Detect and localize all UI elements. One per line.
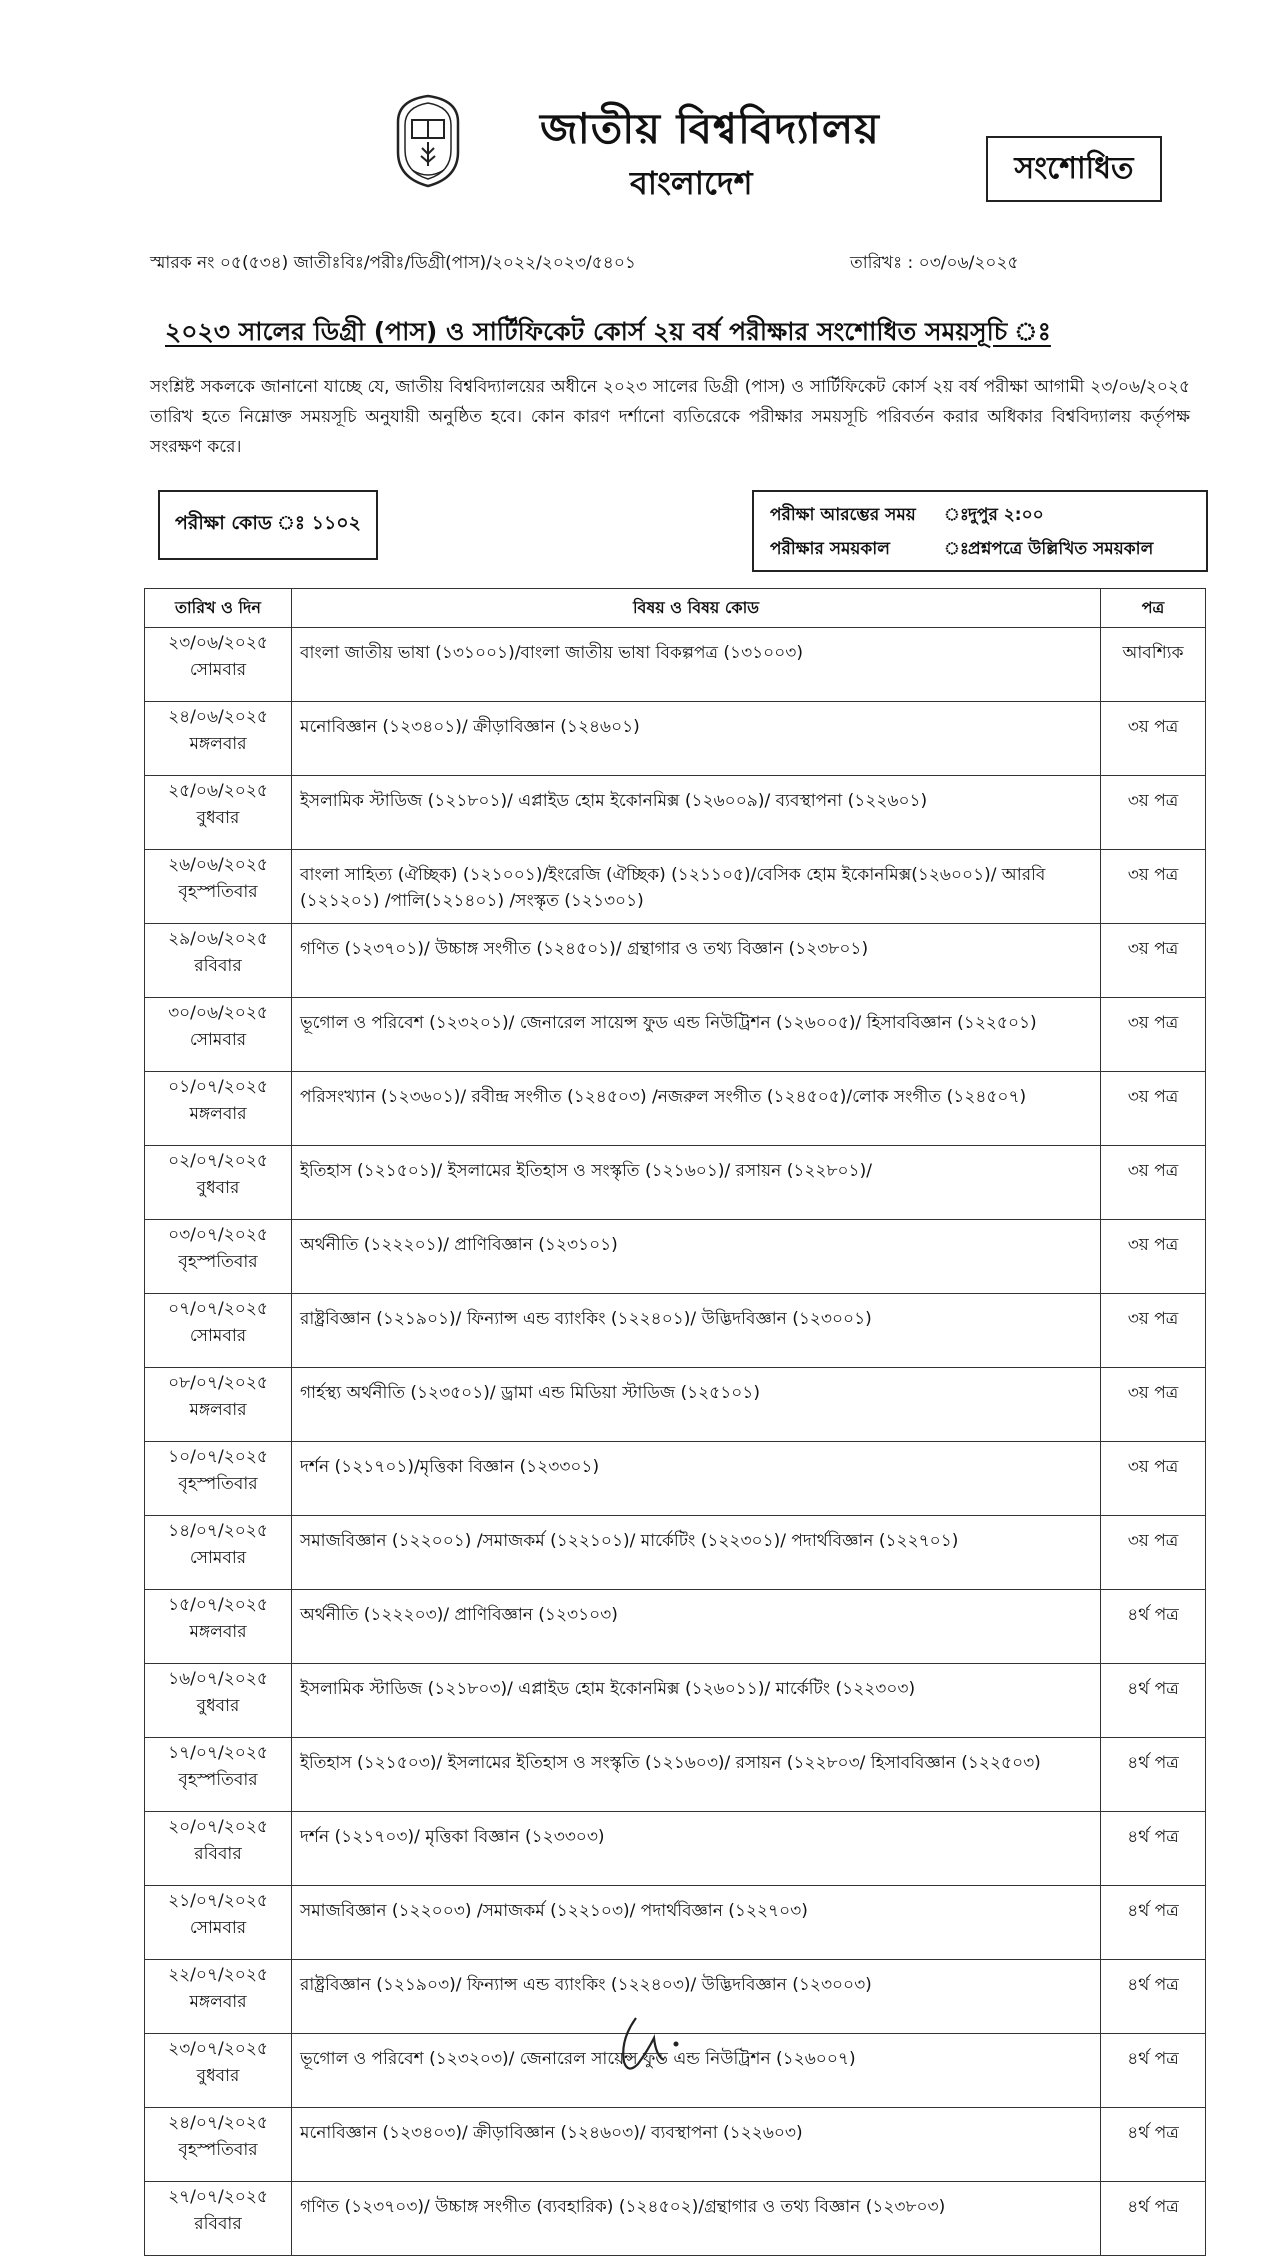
row-subjects: মনোবিজ্ঞান (১২৩৪০৩)/ ক্রীড়াবিজ্ঞান (১২৪৬০৩)/ ব্যবস্থাপনা (১২২৬০৩) xyxy=(292,2108,1101,2182)
row-date-cell xyxy=(145,1886,292,1960)
row-day: সোমবার xyxy=(189,1030,247,1050)
table-row xyxy=(145,1738,1206,1812)
row-date: ৩০/০৬/২০২৫ xyxy=(168,1003,268,1023)
table-row xyxy=(145,1368,1206,1442)
row-paper: ৪র্থ পত্র xyxy=(1101,1812,1206,1886)
memo-date: তারিখঃ : ০৩/০৬/২০২৫ xyxy=(850,253,1019,273)
row-paper: ৪র্থ পত্র xyxy=(1101,2034,1206,2108)
row-paper: ৪র্থ পত্র xyxy=(1101,1590,1206,1664)
row-subjects: অর্থনীতি (১২২২০৩)/ প্রাণিবিজ্ঞান (১২৩১০৩) xyxy=(292,1590,1101,1664)
row-day: বৃহস্পতিবার xyxy=(178,882,258,902)
row-date-cell xyxy=(145,998,292,1072)
exam-start-label: পরীক্ষা আরম্ভের সময় xyxy=(770,505,916,525)
row-date-cell xyxy=(145,2034,292,2108)
row-day: বুধবার xyxy=(196,1178,240,1198)
exam-start-row xyxy=(770,498,1190,532)
header-date-day: তারিখ ও দিন xyxy=(145,589,292,628)
row-day: মঙ্গলবার xyxy=(189,1104,247,1124)
row-subjects: ভূগোল ও পরিবেশ (১২৩২০১)/ জেনারেল সায়েন্স ফুড এন্ড নিউট্রিশন (১২৬০০৫)/ হিসাববিজ্ঞান (১২২৫০১) xyxy=(292,998,1101,1072)
row-day: সোমবার xyxy=(189,660,247,680)
table-header-row xyxy=(145,589,1206,628)
row-date-cell xyxy=(145,1516,292,1590)
header-subject-code: বিষয় ও বিষয় কোড xyxy=(292,589,1101,628)
row-day: রবিবার xyxy=(194,956,242,976)
row-subjects: দর্শন (১২১৭০৩)/ মৃত্তিকা বিজ্ঞান (১২৩৩০৩) xyxy=(292,1812,1101,1886)
row-date-cell xyxy=(145,1220,292,1294)
row-day: মঙ্গলবার xyxy=(189,1400,247,1420)
row-subjects: দর্শন (১২১৭০১)/মৃত্তিকা বিজ্ঞান (১২৩৩০১) xyxy=(292,1442,1101,1516)
row-subjects: সমাজবিজ্ঞান (১২২০০১) /সমাজকর্ম (১২২১০১)/ মার্কেটিং (১২২৩০১)/ পদার্থবিজ্ঞান (১২২৭০১) xyxy=(292,1516,1101,1590)
row-date-cell xyxy=(145,2182,292,2256)
exam-duration-colon: ঃ xyxy=(944,539,969,559)
row-subjects: গণিত (১২৩৭০৩)/ উচ্চাঙ্গ সংগীত (ব্যবহারিক) (১২৪৫০২)/গ্রন্থাগার ও তথ্য বিজ্ঞান (১২৩৮০৩) xyxy=(292,2182,1101,2256)
row-paper: ৪র্থ পত্র xyxy=(1101,1738,1206,1812)
row-date-cell xyxy=(145,924,292,998)
row-day: বুধবার xyxy=(196,1696,240,1716)
row-paper: ৩য় পত্র xyxy=(1101,1146,1206,1220)
row-date-cell xyxy=(145,628,292,702)
table-row xyxy=(145,2108,1206,2182)
memo-reference: স্মারক নং ০৫(৫৩৪) জাতীঃবিঃ/পরীঃ/ডিগ্রী(পাস)/২০২২/২০২৩/৫৪০১ xyxy=(150,253,636,273)
exam-duration-row xyxy=(770,532,1190,566)
table-row xyxy=(145,628,1206,702)
table-row xyxy=(145,924,1206,998)
notice-paragraph: সংশ্লিষ্ট সকলকে জানানো যাচ্ছে যে, জাতীয় বিশ্ববিদ্যালয়ের অধীনে ২০২৩ সালের ডিগ্রী (পাস) ও সার্টিফিকেট কোর্স ২য় বর্ষ পরীক্ষা আগামী ২৩/০৬/২০২৫ তারিখ হতে নিম্নোক্ত সময়সূচি অনুযায়ী অনুষ্ঠিত হবে। কোন কারণ দর্শানো ব্যতিরেকে পরীক্ষার সময়সূচি পরিবর্তন করার অধিকার বিশ্ববিদ্যালয় কর্তৃপক্ষ সংরক্ষণ করে। xyxy=(150,377,1190,457)
row-date-cell xyxy=(145,1442,292,1516)
university-name: জাতীয় বিশ্ববিদ্যালয় xyxy=(540,104,880,153)
row-date: ০৭/০৭/২০২৫ xyxy=(168,1299,268,1319)
table-row xyxy=(145,1146,1206,1220)
table-row xyxy=(145,776,1206,850)
row-paper: ৩য় পত্র xyxy=(1101,1072,1206,1146)
row-paper: ৩য় পত্র xyxy=(1101,1368,1206,1442)
row-day: বৃহস্পতিবার xyxy=(178,1770,258,1790)
row-paper: আবশ্যিক xyxy=(1101,628,1206,702)
row-day: বুধবার xyxy=(196,2066,240,2086)
row-date: ১৭/০৭/২০২৫ xyxy=(168,1743,268,1763)
row-date-cell xyxy=(145,1294,292,1368)
row-date: ১০/০৭/২০২৫ xyxy=(168,1447,268,1467)
row-subjects: ইসলামিক স্টাডিজ (১২১৮০৩)/ এপ্লাইড হোম ইকোনমিক্স (১২৬০১১)/ মার্কেটিং (১২২৩০৩) xyxy=(292,1664,1101,1738)
university-seal-icon xyxy=(388,92,468,190)
table-row xyxy=(145,1516,1206,1590)
exam-start-colon: ঃ xyxy=(944,505,969,525)
row-date-cell xyxy=(145,1664,292,1738)
row-paper: ৩য় পত্র xyxy=(1101,776,1206,850)
row-date: ২২/০৭/২০২৫ xyxy=(168,1965,268,1985)
table-row xyxy=(145,2182,1206,2256)
row-subjects: ইতিহাস (১২১৫০১)/ ইসলামের ইতিহাস ও সংস্কৃতি (১২১৬০১)/ রসায়ন (১২২৮০১)/ xyxy=(292,1146,1101,1220)
row-day: বৃহস্পতিবার xyxy=(178,2140,258,2160)
row-paper: ৩য় পত্র xyxy=(1101,1294,1206,1368)
signature-icon xyxy=(598,2010,708,2080)
row-subjects: সমাজবিজ্ঞান (১২২০০৩) /সমাজকর্ম (১২২১০৩)/ পদার্থবিজ্ঞান (১২২৭০৩) xyxy=(292,1886,1101,1960)
row-date: ২৪/০৬/২০২৫ xyxy=(168,707,268,727)
row-date: ২১/০৭/২০২৫ xyxy=(168,1891,268,1911)
row-day: মঙ্গলবার xyxy=(189,734,247,754)
row-date: ১৫/০৭/২০২৫ xyxy=(168,1595,268,1615)
row-date: ১৬/০৭/২০২৫ xyxy=(168,1669,268,1689)
exam-duration-label: পরীক্ষার সময়কাল xyxy=(770,539,890,559)
row-paper: ৪র্থ পত্র xyxy=(1101,1886,1206,1960)
exam-schedule-table xyxy=(144,588,1206,2256)
row-paper: ৪র্থ পত্র xyxy=(1101,1960,1206,2034)
row-subjects: রাষ্ট্রবিজ্ঞান (১২১৯০৩)/ ফিন্যান্স এন্ড ব্যাংকিং (১২২৪০৩)/ উদ্ভিদবিজ্ঞান (১২৩০০৩) xyxy=(292,1960,1101,2034)
row-date: ০২/০৭/২০২৫ xyxy=(168,1151,268,1171)
row-subjects: অর্থনীতি (১২২২০১)/ প্রাণিবিজ্ঞান (১২৩১০১) xyxy=(292,1220,1101,1294)
table-row xyxy=(145,1294,1206,1368)
exam-code-box: পরীক্ষা কোড ঃ ১১০২ xyxy=(158,490,378,560)
row-day: সোমবার xyxy=(189,1548,247,1568)
row-date-cell xyxy=(145,1738,292,1812)
row-day: বুধবার xyxy=(196,808,240,828)
row-day: বৃহস্পতিবার xyxy=(178,1252,258,1272)
row-day: সোমবার xyxy=(189,1918,247,1938)
row-date: ২০/০৭/২০২৫ xyxy=(168,1817,268,1837)
row-date: ০৩/০৭/২০২৫ xyxy=(168,1225,268,1245)
row-day: সোমবার xyxy=(189,1326,247,1346)
page-heading: ২০২৩ সালের ডিগ্রী (পাস) ও সার্টিফিকেট কোর্স ২য় বর্ষ পরীক্ষার সংশোধিত সময়সূচি ঃ xyxy=(165,317,1051,346)
row-date: ২৯/০৬/২০২৫ xyxy=(168,929,268,949)
row-paper: ৩য় পত্র xyxy=(1101,1516,1206,1590)
row-subjects: বাংলা সাহিত্য (ঐচ্ছিক) (১২১০০১)/ইংরেজি (ঐচ্ছিক) (১২১১০৫)/বেসিক হোম ইকোনমিক্স(১২৬০০১)/ আরবি (১২১২০১) /পালি(১২১৪০১) /সংস্কৃত (১২১৩০১) xyxy=(292,850,1101,924)
row-date: ২৬/০৬/২০২৫ xyxy=(168,855,268,875)
row-paper: ৩য় পত্র xyxy=(1101,850,1206,924)
row-subjects: ইতিহাস (১২১৫০৩)/ ইসলামের ইতিহাস ও সংস্কৃতি (১২১৬০৩)/ রসায়ন (১২২৮০৩/ হিসাববিজ্ঞান (১২২৫০৩) xyxy=(292,1738,1101,1812)
row-date: ২৪/০৭/২০২৫ xyxy=(168,2113,268,2133)
row-paper: ৩য় পত্র xyxy=(1101,924,1206,998)
row-paper: ৪র্থ পত্র xyxy=(1101,2108,1206,2182)
row-date: ২৩/০৭/২০২৫ xyxy=(168,2039,268,2059)
row-subjects: গণিত (১২৩৭০১)/ উচ্চাঙ্গ সংগীত (১২৪৫০১)/ গ্রন্থাগার ও তথ্য বিজ্ঞান (১২৩৮০১) xyxy=(292,924,1101,998)
table-row xyxy=(145,1590,1206,1664)
row-subjects: রাষ্ট্রবিজ্ঞান (১২১৯০১)/ ফিন্যান্স এন্ড ব্যাংকিং (১২২৪০১)/ উদ্ভিদবিজ্ঞান (১২৩০০১) xyxy=(292,1294,1101,1368)
table-row xyxy=(145,1442,1206,1516)
row-subjects: গার্হস্থ্য অর্থনীতি (১২৩৫০১)/ ড্রামা এন্ড মিডিয়া স্টাডিজ (১২৫১০১) xyxy=(292,1368,1101,1442)
row-paper: ৩য় পত্র xyxy=(1101,702,1206,776)
row-subjects: বাংলা জাতীয় ভাষা (১৩১০০১)/বাংলা জাতীয় ভাষা বিকল্পপত্র (১৩১০০৩) xyxy=(292,628,1101,702)
row-date: ২৭/০৭/২০২৫ xyxy=(168,2187,268,2207)
row-date-cell xyxy=(145,1368,292,1442)
row-paper: ৪র্থ পত্র xyxy=(1101,2182,1206,2256)
row-subjects: পরিসংখ্যান (১২৩৬০১)/ রবীন্দ্র সংগীত (১২৪৫০৩) /নজরুল সংগীত (১২৪৫০৫)/লোক সংগীত (১২৪৫০৭) xyxy=(292,1072,1101,1146)
table-row xyxy=(145,702,1206,776)
row-date: ০১/০৭/২০২৫ xyxy=(168,1077,268,1097)
table-row xyxy=(145,998,1206,1072)
country-name: বাংলাদেশ xyxy=(630,164,753,202)
row-date: ২৩/০৬/২০২৫ xyxy=(168,633,268,653)
row-date-cell xyxy=(145,850,292,924)
table-row xyxy=(145,850,1206,924)
row-paper: ৪র্থ পত্র xyxy=(1101,1664,1206,1738)
table-row xyxy=(145,1886,1206,1960)
row-day: মঙ্গলবার xyxy=(189,1992,247,2012)
row-date-cell xyxy=(145,776,292,850)
row-date-cell xyxy=(145,702,292,776)
table-row xyxy=(145,1220,1206,1294)
row-date: ১৪/০৭/২০২৫ xyxy=(168,1521,268,1541)
row-subjects: ইসলামিক স্টাডিজ (১২১৮০১)/ এপ্লাইড হোম ইকোনমিক্স (১২৬০০৯)/ ব্যবস্থাপনা (১২২৬০১) xyxy=(292,776,1101,850)
revised-badge: সংশোধিত xyxy=(986,136,1162,202)
row-date-cell xyxy=(145,1072,292,1146)
row-subjects: মনোবিজ্ঞান (১২৩৪০১)/ ক্রীড়াবিজ্ঞান (১২৪৬০১) xyxy=(292,702,1101,776)
exam-start-value: দুপুর ২:০০ xyxy=(968,505,1044,525)
row-date-cell xyxy=(145,1146,292,1220)
row-day: বৃহস্পতিবার xyxy=(178,1474,258,1494)
table-row xyxy=(145,1664,1206,1738)
row-date-cell xyxy=(145,1960,292,2034)
row-date: ০৮/০৭/২০২৫ xyxy=(168,1373,268,1393)
row-day: রবিবার xyxy=(194,2214,242,2234)
row-paper: ৩য় পত্র xyxy=(1101,1220,1206,1294)
row-date: ২৫/০৬/২০২৫ xyxy=(168,781,268,801)
table-row xyxy=(145,1072,1206,1146)
row-date-cell xyxy=(145,1812,292,1886)
row-date-cell xyxy=(145,1590,292,1664)
row-paper: ৩য় পত্র xyxy=(1101,998,1206,1072)
header-paper: পত্র xyxy=(1101,589,1206,628)
row-date-cell xyxy=(145,2108,292,2182)
exam-timing-box xyxy=(752,490,1208,572)
row-subjects: ভূগোল ও পরিবেশ (১২৩২০৩)/ জেনারেল সায়েন্স ফুড এন্ড নিউট্রিশন (১২৬০০৭) xyxy=(292,2034,1101,2108)
table-row xyxy=(145,1812,1206,1886)
row-paper: ৩য় পত্র xyxy=(1101,1442,1206,1516)
row-day: রবিবার xyxy=(194,1844,242,1864)
exam-duration-value: প্রশ্নপত্রে উল্লিখিত সময়কাল xyxy=(968,539,1154,559)
row-day: মঙ্গলবার xyxy=(189,1622,247,1642)
